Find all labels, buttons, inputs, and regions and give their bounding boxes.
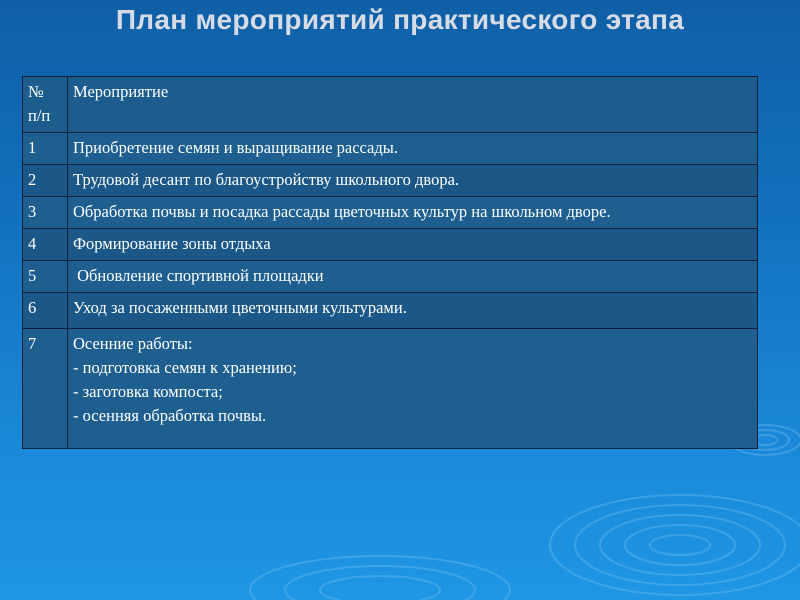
table-header-row [23, 77, 758, 133]
row-num-cell: 3 [23, 197, 68, 229]
page-title: План мероприятий практического этапа [115, 4, 685, 35]
row-event-cell [68, 329, 758, 449]
table-row [23, 229, 758, 261]
row-event-cell: Приобретение семян и выращивание рассады. [68, 133, 758, 165]
row-num-cell: 1 [23, 133, 68, 165]
row-event-cell: Обработка почвы и посадка рассады цветочных культур на школьном дворе. [68, 197, 758, 229]
table-row [23, 329, 758, 449]
row-num-cell: 7 [23, 329, 68, 449]
table-row [23, 133, 758, 165]
row-event-cell: Обновление спортивной площадки [68, 261, 758, 293]
events-table [22, 76, 758, 449]
header-event-cell: Мероприятие [68, 77, 758, 133]
row-num-cell: 5 [23, 261, 68, 293]
table-row [23, 165, 758, 197]
table-row [23, 261, 758, 293]
row-num-cell: 2 [23, 165, 68, 197]
table-row [23, 197, 758, 229]
header-num-cell: № п/п [23, 77, 68, 133]
row-num-cell: 6 [23, 293, 68, 329]
table-row [23, 293, 758, 329]
event-line: Осенние работы: [73, 334, 193, 353]
event-line: - осенняя обработка почвы. [73, 406, 267, 425]
event-line: - заготовка компоста; [73, 382, 223, 401]
row-num-cell: 4 [23, 229, 68, 261]
event-line: - подготовка семян к хранению; [73, 358, 297, 377]
row-event-cell: Формирование зоны отдыха [68, 229, 758, 261]
row-event-cell: Трудовой десант по благоустройству школьного двора. [68, 165, 758, 197]
row-event-cell: Уход за посаженными цветочными культурами. [68, 293, 758, 329]
